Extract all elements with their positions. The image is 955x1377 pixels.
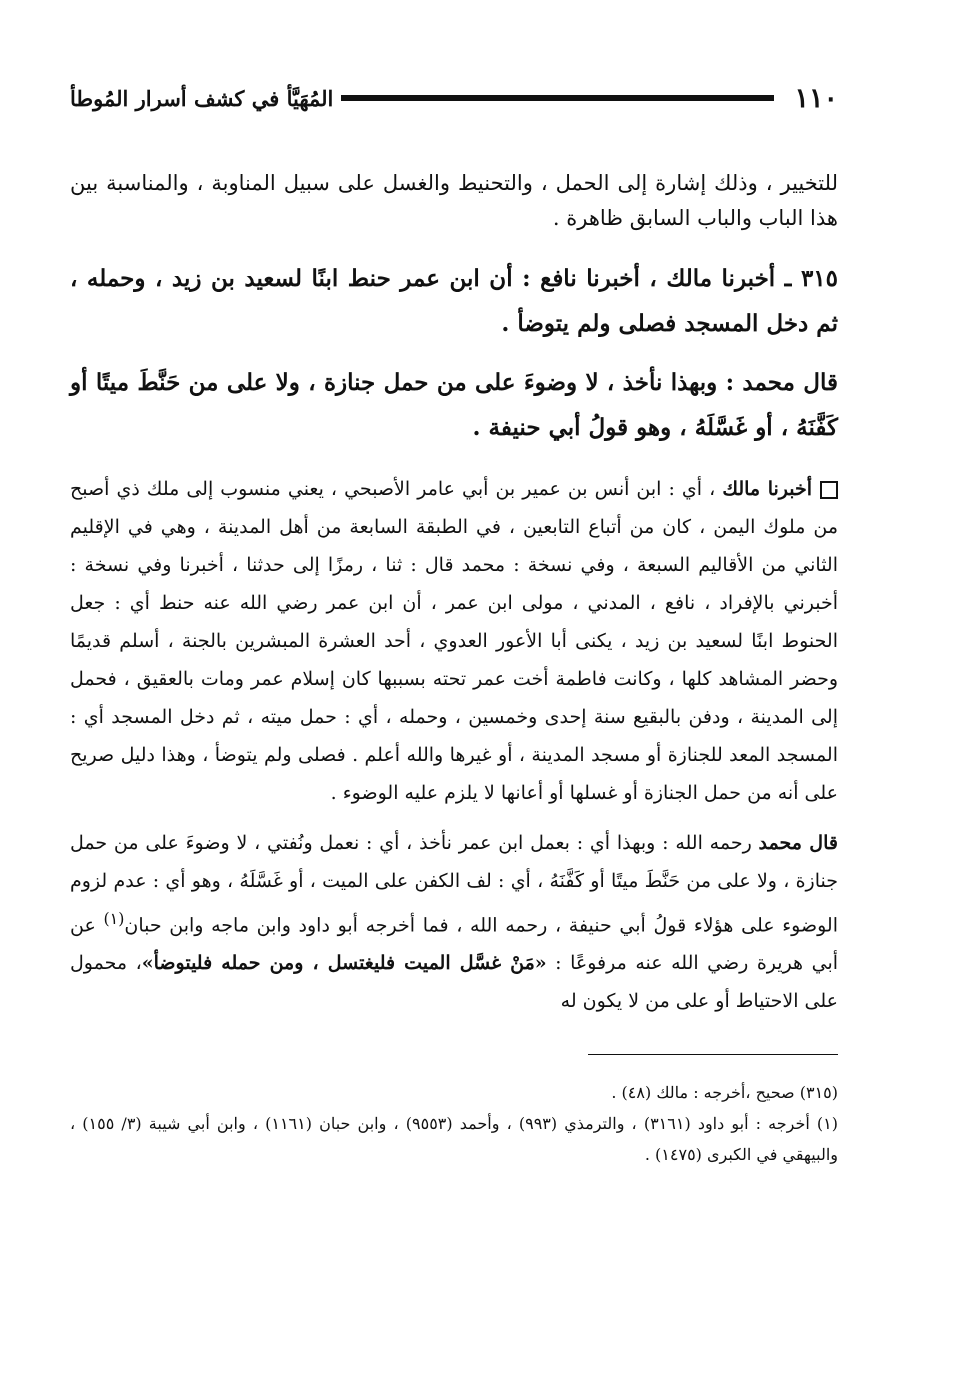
commentary-2-lead: قال محمد [758,832,838,854]
ruling-paragraph [70,360,838,450]
footnotes [70,1077,838,1170]
commentary-paragraph-1 [70,470,838,812]
hadith-paragraph [70,256,838,346]
footnote-reference: (١) [103,909,125,928]
header-rule [341,95,774,101]
page-header [70,70,838,126]
ruling-text: : وبهذا نأخذ ، لا وضوءَ على من حمل جنازة ، ولا على من حَنَّطَ ميتًا أو كَفَّنَهُ ، أو غَسَّلَهُ ، وهو قولُ أبي حنيفة . [70,369,838,441]
commentary-2-text-after-ref: عن أبي هريرة رضي الله عنه مرفوعًا : [70,914,839,975]
commentary-1-lead: أخبرنا مالك [722,478,813,500]
commentary-1-text: ، أي : ابن أنس بن عمير بن أبي عامر الأصبحي ، يعني منسوب إلى ملك ذي أصبح من ملوك اليمن ، كان من أتباع التابعين ، في الطبقة السابعة من أهل المدينة ، وهي في الإقليم الثاني من الأقاليم السبعة ، وفي نسخة : محمد قال : ثنا ، رمزًا إلى حدثنا ، أخبرنا وفي نسخة : أخبرني بالإفراد ، نافع ، المدني ، مولى ابن عمر ، أن ابن عمر رضي الله عنه حنط أي : جعل الحنوط ابنًا لسعيد بن زيد ، يكنى أبا الأعور العدوي ، أحد العشرة المبشرين بالجنة ، أسلم قديمًا وحضر المشاهد كلها ، وكانت فاطمة أخت عمر تحته بسببها كان إسلام عمر ومات بالعقيق ، فحمل إلى المدينة ، ودفن بالبقيع سنة إحدى وخمسين ، وحمله ، أي : حمل ميته ، ثم دخل المسجد أي : المسجد المعد للجنازة أو مسجد المدينة ، أو غيرها والله أعلم . فصلى ولم يتوضأ ، وهذا دليل صريح على أنه من حمل الجنازة أو غسلها أو أعانها لا يلزم عليه الوضوء . [70,478,838,804]
book-page [70,70,838,1170]
square-marker-icon [820,481,838,499]
running-title: المُهَيَّأ في كشف أسرار المُوطأ [70,85,334,111]
commentary-2-text: رحمه الله : وبهذا أي : بعمل ابن عمر نأخذ ، أي : نعمل ونُفتي ، لا وضوءَ على من حمل جنازة ، ولا على من حَنَّطَ ميتًا أو كَفَّنَهُ ، أي : لف الكفن على الميت ، أو غَسَّلَهُ ، وهو أي : عدم لزوم الوضوء على هؤلاء قولُ أبي حنيفة ، رحمه الله ، فما أخرجه أبو داود وابن ماجه وابن حبان [70,832,839,937]
hadith-text: ، أخبرنا نافع : أن ابن عمر حنط ابنًا لسعيد بن زيد ، وحمله ، ثم دخل المسجد فصلى ولم يتوضأ . [70,265,838,337]
footnote-item: (١) أخرجه : أبو داود (٣١٦١) ، والترمذي (٩٩٣) ، وأحمد (٩٥٥٣) ، وابن حبان (١١٦١) ، وابن أبي شيبة (٣/ ١٥٥) ، والبيهقي في الكبرى (١٤٧٥) . [70,1114,838,1165]
commentary-2-text-end: ، محمول على الاحتياط أو على من لا يكون له [70,952,838,1013]
page-number: ١١٠ [794,82,838,114]
footnote-item: (٣١٥) صحيح ،أخرجه : مالك (٤٨) . [611,1083,838,1103]
intro-paragraph: للتخيير ، وذلك إشارة إلى الحمل ، والتحنيط والغسل على سبيل المناوبة ، والمناسبة بين هذا الباب والباب السابق ظاهرة . [70,171,838,230]
commentary-paragraph-2 [70,824,838,1020]
footnote-rule [588,1054,838,1055]
hadith-number-narrator: ٣١٥ ـ أخبرنا مالك [666,265,838,292]
ruling-lead: قال محمد [742,369,838,396]
hadith-quote: «مَنْ غسَّل الميت فليغتسل ، ومن حمله فليتوضأ» [141,952,547,975]
